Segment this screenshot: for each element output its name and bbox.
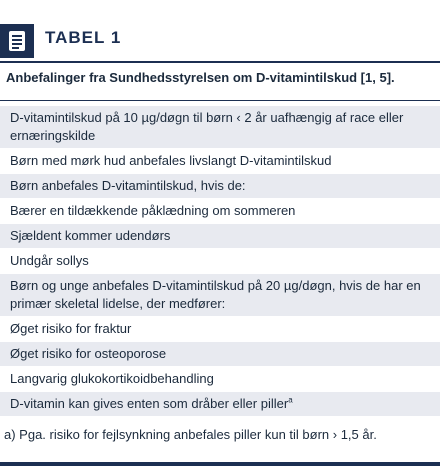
table-row: Undgår sollys [10,253,89,268]
table-row: Børn anbefales D-vitamintilskud, hvis de: [0,174,440,198]
table-row: Børn og unge anbefales D-vitamintilskud på 20 µg/døgn, hvis de har en primær skeletal lidelse, der medfører: [0,274,440,316]
row-text: D-vitamin kan gives enten som dråber eller piller [10,396,289,411]
table-footnote: a) Pga. risiko for fejlsynkning anbefales piller kun til børn › 1,5 år. [4,427,377,442]
caption-divider [0,100,440,101]
bottom-divider [0,462,440,466]
table-header [0,18,440,62]
table-row [0,392,440,416]
table-row: Bærer en tildækkende påklædning om sommeren [10,203,296,218]
table-row: Langvarig glukokortikoidbehandling [10,371,214,386]
document-list-icon [0,24,34,58]
table-caption: Anbefalinger fra Sundhedsstyrelsen om D-vitamintilskud [1, 5]. [6,70,395,85]
table-row: Børn med mørk hud anbefales livslangt D-vitamintilskud [10,153,332,168]
footnote-marker: a [288,395,293,405]
header-divider [0,61,440,63]
table-row: Øget risiko for osteoporose [0,342,440,366]
table-row: D-vitamintilskud på 10 µg/døgn til børn ‹ 2 år uafhængig af race eller ernæringskilde [0,106,440,148]
table-label: TABEL 1 [45,28,122,47]
table-row: Øget risiko for fraktur [10,321,132,336]
table-row: Sjældent kommer udendørs [0,224,440,248]
table-body [0,106,440,417]
